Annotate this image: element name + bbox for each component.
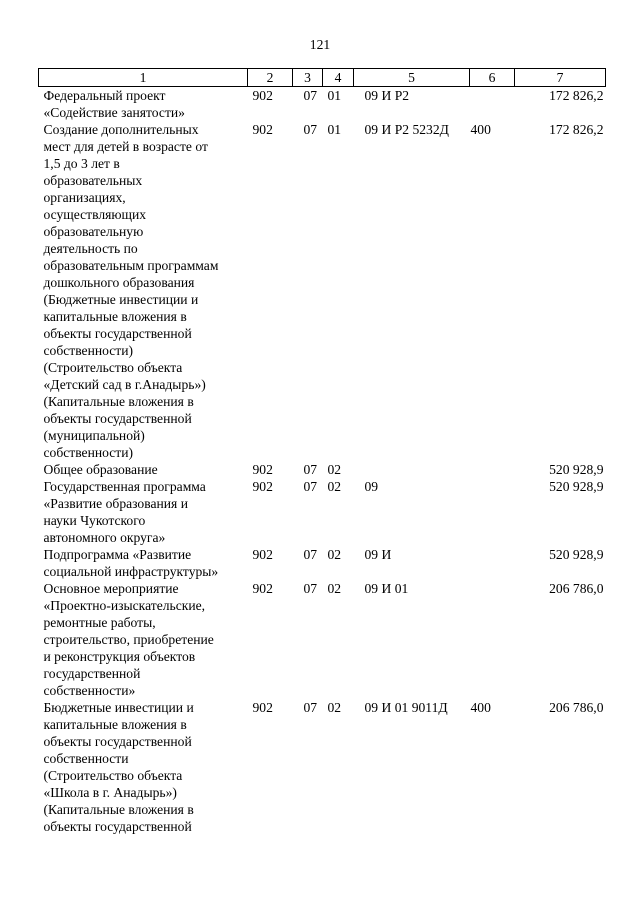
table-row: [39, 580, 606, 699]
row-expense-type: [470, 461, 515, 478]
row-grbs: 902: [252, 122, 273, 137]
row-section: 07: [303, 700, 318, 715]
header-col-2: 2: [248, 69, 293, 87]
table-row: [39, 478, 606, 546]
row-target-article: [354, 461, 470, 478]
row-subsection: 02: [327, 479, 342, 494]
header-col-7: 7: [515, 69, 606, 87]
row-name: Бюджетные инвестиции и капитальные вложения в объекты государственной собственности (Строительство объекта «Школа в г. Анадырь») (Капитальные вложения в объекты государственной: [43, 700, 194, 834]
row-grbs: 902: [252, 479, 273, 494]
table-header: [39, 69, 606, 87]
row-expense-type: 400: [470, 122, 491, 137]
table-row: [39, 87, 606, 122]
row-subsection: 01: [327, 122, 342, 137]
row-name: Федеральный проект «Содействие занятости»: [43, 88, 185, 120]
page-number: 121: [309, 37, 331, 52]
header-col-4: 4: [323, 69, 354, 87]
row-target-article: 09: [364, 479, 379, 494]
header-row: [39, 69, 606, 87]
table-row: [39, 546, 606, 580]
row-grbs: 902: [252, 700, 273, 715]
row-expense-type: 400: [470, 700, 491, 715]
table-row: [39, 121, 606, 461]
table-row: [39, 461, 606, 478]
row-grbs: 902: [252, 581, 273, 596]
row-amount: 520 928,9: [549, 547, 604, 562]
row-amount: 520 928,9: [549, 462, 604, 477]
row-name: Подпрограмма «Развитие социальной инфраструктуры»: [43, 547, 219, 579]
row-section: 07: [303, 88, 318, 103]
row-target-article: 09 И Р2 5232Д: [364, 122, 449, 137]
row-grbs: 902: [252, 88, 273, 103]
row-target-article: 09 И 01: [364, 581, 409, 596]
row-name: Общее образование: [43, 462, 158, 477]
row-grbs: 902: [252, 462, 273, 477]
table-row: [39, 699, 606, 835]
row-expense-type: [470, 546, 515, 580]
row-expense-type: [470, 87, 515, 122]
row-amount: 172 826,2: [549, 122, 604, 137]
row-expense-type: [470, 478, 515, 546]
budget-table: [38, 68, 606, 835]
row-section: 07: [303, 122, 318, 137]
row-subsection: 01: [327, 88, 342, 103]
row-subsection: 02: [327, 700, 342, 715]
row-amount: 172 826,2: [549, 88, 604, 103]
header-col-6: 6: [470, 69, 515, 87]
row-subsection: 02: [327, 547, 342, 562]
row-target-article: 09 И Р2: [364, 88, 410, 103]
row-section: 07: [303, 581, 318, 596]
row-target-article: 09 И: [364, 547, 392, 562]
header-col-3: 3: [293, 69, 323, 87]
row-section: 07: [303, 462, 318, 477]
row-name: Основное мероприятие «Проектно-изыскательские, ремонтные работы, строительство, приобретение и реконструкция объектов государственной собственности»: [43, 581, 214, 698]
row-name: Государственная программа «Развитие образования и науки Чукотского автономного округа»: [43, 479, 206, 545]
row-subsection: 02: [327, 581, 342, 596]
header-col-5: 5: [354, 69, 470, 87]
row-amount: 206 786,0: [549, 700, 604, 715]
row-section: 07: [303, 479, 318, 494]
row-amount: 206 786,0: [549, 581, 604, 596]
row-target-article: 09 И 01 9011Д: [364, 700, 448, 715]
row-section: 07: [303, 547, 318, 562]
row-amount: 520 928,9: [549, 479, 604, 494]
row-subsection: 02: [327, 462, 342, 477]
row-grbs: 902: [252, 547, 273, 562]
row-expense-type: [470, 580, 515, 699]
row-name: Создание дополнительных мест для детей в возрасте от 1,5 до 3 лет в образовательных организациях, осуществляющих образовательную деятельность по образовательным программам дошкольного образования (Бюджетные инвестиции и капитальные вложения в объекты государственной собственности) (Строительство объекта «Детский сад в г.Анадырь») (Капитальные вложения в объекты государственной (муниципальной) собственности): [43, 122, 219, 460]
header-col-1: 1: [39, 69, 248, 87]
table-body: [39, 87, 606, 836]
